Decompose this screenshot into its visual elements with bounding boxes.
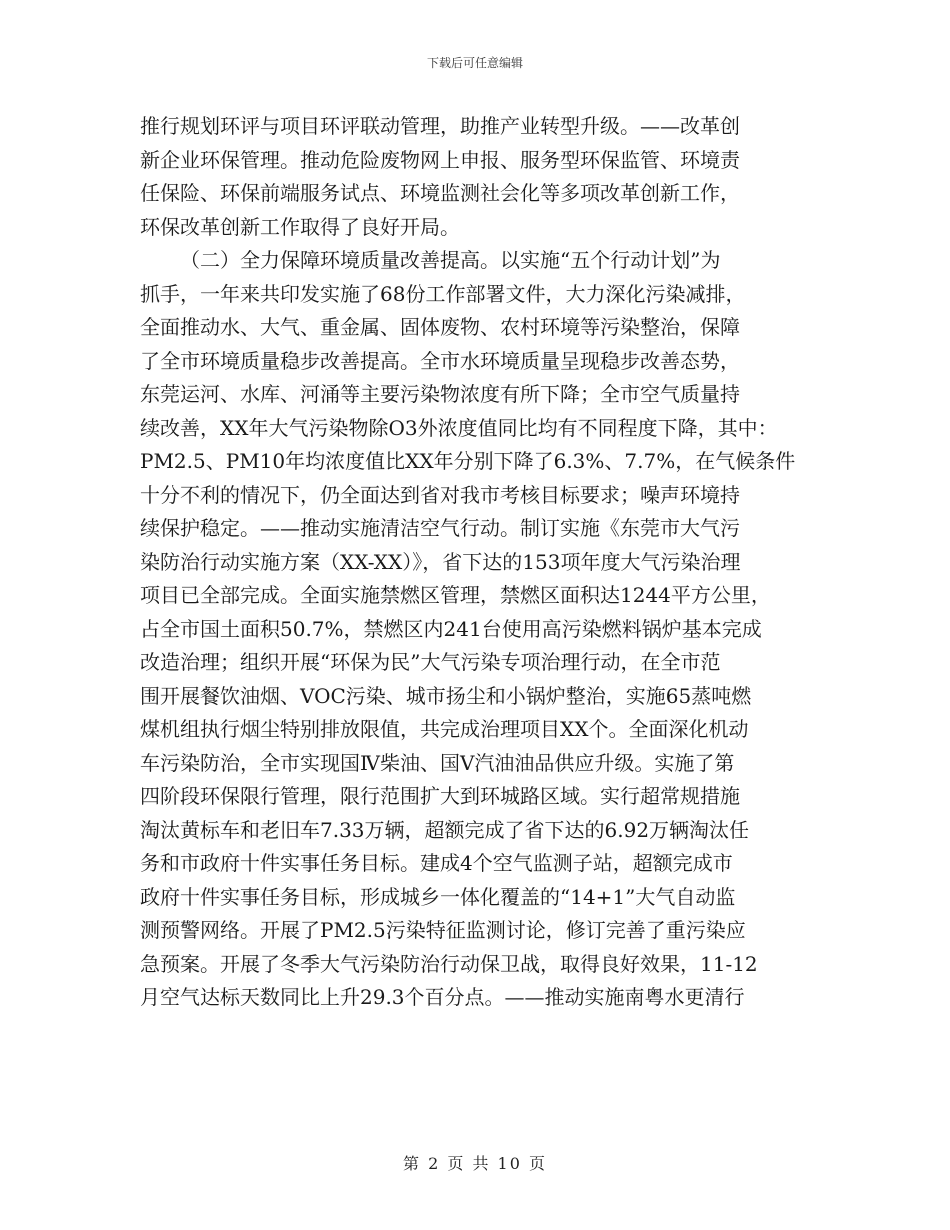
text-line: 四阶段环保限行管理，限行范围扩大到环城路区域。实行超常规措施 [140,784,740,808]
text-line: 车污染防治，全市实现国Ⅳ柴油、国Ⅴ汽油油品供应升级。实施了第 [140,750,735,775]
text-line: 十分不利的情况下，仍全面达到省对我市考核目标要求；噪声环境持 [140,482,740,507]
text-line: 项目已全部完成。全面实施禁燃区管理，禁燃区面积达1244平方公里， [140,583,771,607]
page-footer: 第 2 页 共 10 页 [403,1154,547,1173]
text-line: 围开展餐饮油烟、VOC污染、城市扬尘和小锅炉整治，实施65蒸吨燃 [140,683,752,708]
text-line: 煤机组执行烟尘特别排放限值，共完成治理项目XX个。全面深化机动 [140,717,749,741]
text-line: 新企业环保管理。推动危险废物网上申报、服务型环保监管、环境责 [140,147,740,172]
text-line: 续改善，XX年大气污染物除O3外浓度值同比均有不同程度下降，其中： [140,415,778,440]
paragraph-start-line: （二）全力保障环境质量改善提高。以实施“五个行动计划”为 [180,248,721,272]
text-line: 抓手，一年来共印发实施了68份工作部署文件，大力深化污染减排， [140,281,746,306]
text-line: 务和市政府十件实事任务目标。建成4个空气监测子站，超额完成市 [140,851,733,875]
text-line: 环保改革创新工作取得了良好开局。 [140,214,460,239]
text-line: 月空气达标天数同比上升29.3个百分点。——推动实施南粤水更清行 [140,985,745,1009]
text-line: 测预警网络。开展了PM2.5污染特征监测讨论，修订完善了重污染应 [140,918,746,942]
text-line: 任保险、环保前端服务试点、环境监测社会化等多项改革创新工作， [140,181,740,205]
text-line: 政府十件实事任务目标，形成城乡一体化覆盖的“14+1”大气自动监 [140,884,736,909]
text-line: 改造治理；组织开展“环保为民”大气污染专项治理行动，在全市范 [140,650,721,674]
text-line: 急预案。开展了冬季大气污染防治行动保卫战，取得良好效果，11-12 [140,951,758,976]
text-line: 占全市国土面积50.7%，禁燃区内241台使用高污染燃料锅炉基本完成 [140,616,762,641]
text-line: 推行规划环评与项目环评联动管理，助推产业转型升级。——改革创 [140,114,740,138]
text-line: PM2.5、PM10年均浓度值比XX年分别下降了6.3%、7.7%，在气候条件 [140,449,796,473]
text-line: 淘汰黄标车和老旧车7.33万辆，超额完成了省下达的6.92万辆淘汰任 [140,817,750,842]
text-line: 全面推动水、大气、重金属、固体废物、农村环境等污染整治，保障 [140,315,740,339]
text-line: 东莞运河、水库、河涌等主要污染物浓度有所下降；全市空气质量持 [140,382,740,406]
text-line: 了全市环境质量稳步改善提高。全市水环境质量呈现稳步改善态势， [140,348,740,373]
document-body [140,110,820,1015]
text-line: 续保护稳定。——推动实施清洁空气行动。制订实施《东莞市大气污 [140,516,740,540]
page-header: 下载后可任意编辑 [426,56,523,70]
text-line: 染防治行动实施方案（XX-XX）》，省下达的153项年度大气污染治理 [140,549,741,574]
